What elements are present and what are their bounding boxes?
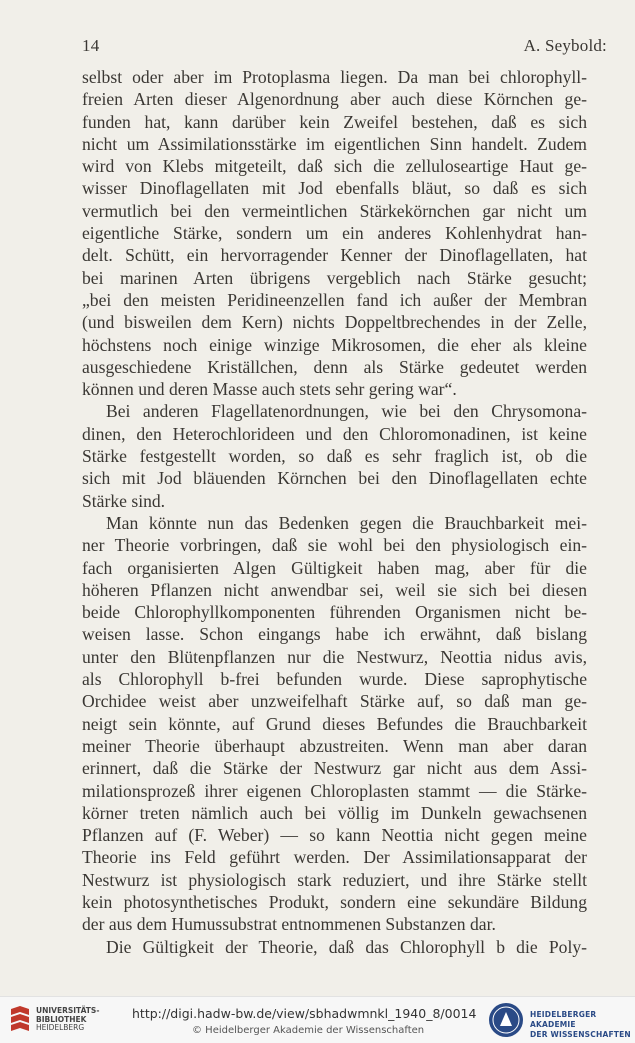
page-header: [82, 36, 607, 60]
text-line: kein photosynthetisches Produkt, sondern eine sekundäre Bildung: [82, 891, 587, 912]
text-line: Stärke sind.: [82, 490, 166, 511]
text-line: erinnert, daß die Stärke der Nestwurz gar nicht aus dem Assi-: [82, 758, 587, 779]
running-head: A. Seybold:: [523, 36, 607, 55]
text-line: funden hat, kann darüber kein Zweifel bestehen, daß es sich: [82, 111, 587, 132]
text-line: weisen lasse. Schon eingangs habe ich erwähnt, daß bislang: [82, 624, 587, 645]
text-line: unter den Blütenpflanzen nur die Nestwurz, Neottia nidus avis,: [82, 646, 587, 667]
text-line: (und bisweilen dem Kern) nichts Doppeltbrechendes in der Zelle,: [82, 312, 587, 333]
text-line: Nestwurz ist physiologisch stark reduziert, und ihre Stärke stellt: [82, 869, 587, 890]
library-name-line-2: BIBLIOTHEK: [36, 1014, 87, 1024]
page-number: 14: [82, 36, 100, 55]
library-logo-icon: [8, 1005, 32, 1035]
academy-name-line-2: DER WISSENSCHAFTEN: [530, 1030, 631, 1039]
text-line: Pflanzen auf (F. Weber) — so kann Neottia nicht gegen meine: [82, 825, 587, 846]
text-line: höchstens noch einige winzige Mikrosomen, die eher als kleine: [82, 334, 587, 355]
text-line: milationsprozeß ihrer eigenen Chloroplasten stammt — die Stärke-: [82, 780, 587, 801]
text-line: „bei den meisten Peridineenzellen fand ich außer der Membran: [82, 289, 587, 310]
library-name-line-1: UNIVERSITÄTS-: [36, 1006, 100, 1015]
text-line: Theorie ins Feld geführt werden. Der Assimilationsapparat der: [82, 847, 587, 868]
text-line: dinen, den Heterochlorideen und den Chloromonadinen, ist keine: [82, 423, 587, 444]
text-line: wisser Dinoflagellaten mit Jod ebenfalls bläut, so daß es sich: [82, 178, 587, 199]
text-line: Orchidee weist aber unzweifelhaft Stärke auf, so daß man ge-: [82, 691, 587, 712]
academy-name-line-1: HEIDELBERGER AKADEMIE: [530, 1010, 597, 1029]
text-line: können und deren Masse auch stets sehr gering war“.: [82, 379, 457, 400]
text-line: höheren Pflanzen nicht anwendbar sei, weil sie sich bei diesen: [82, 579, 587, 600]
text-line: fach organisierten Algen Gültigkeit haben mag, aber für die: [82, 557, 587, 578]
text-line: der aus dem Humussubstrat entnommenen Substanzen dar.: [82, 914, 496, 935]
body-text: [82, 66, 587, 958]
academy-seal-icon: [488, 1002, 524, 1038]
text-line: wird von Klebs mitgeteilt, daß sich die zelluloseartige Haut ge-: [82, 156, 587, 177]
library-name: [36, 1007, 99, 1033]
text-line: Man könnte nun das Bedenken gegen die Brauchbarkeit mei-: [106, 512, 587, 533]
viewer-footer: [0, 996, 635, 1043]
text-line: sich mit Jod bläuenden Körnchen bei den Dinoflagellaten echte: [82, 468, 587, 489]
text-line: körner treten nämlich auch bei völlig im Dunkeln gewachsenen: [82, 802, 587, 823]
text-line: bei marinen Arten übrigens vergeblich nach Stärke gesucht;: [82, 267, 587, 288]
permalink-url[interactable]: http://digi.hadw-bw.de/view/sbhadwmnkl_1940_8/0014: [132, 1006, 477, 1021]
text-line: selbst oder aber im Protoplasma liegen. Da man bei chlorophyll-: [82, 67, 587, 87]
copyright-notice: © Heidelberger Akademie der Wissenschaften: [192, 1025, 425, 1036]
text-line: Stärke festgestellt worden, so daß es sehr fraglich ist, ob die: [82, 446, 587, 467]
text-line: delt. Schütt, ein hervorragender Kenner der Dinoflagellaten, hat: [82, 245, 587, 266]
academy-name: [530, 1010, 635, 1040]
text-line: freien Arten dieser Algenordnung aber auch diese Körnchen ge-: [82, 89, 587, 110]
text-line: vermutlich bei den vermeintlichen Stärkekörnchen gar nicht um: [82, 200, 587, 221]
text-line: beide Chlorophyllkomponenten führenden Organismen nicht be-: [82, 602, 587, 623]
text-line: ner Theorie vorbringen, daß sie wohl bei den physiologisch ein-: [82, 535, 587, 556]
text-line: meiner Theorie überhaupt abzustreiten. Wenn man aber daran: [82, 735, 587, 756]
text-line: eigentliche Stärke, sondern um ein anderes Kohlenhydrat han-: [82, 223, 587, 244]
text-line: ausgeschiedene Kriställchen, denn als Stärke gedeutet werden: [82, 356, 587, 377]
text-line: als Chlorophyll b-frei befunden wurde. Diese saprophytische: [82, 669, 587, 690]
text-line: neigt sein könnte, auf Grund dieses Befundes die Brauchbarkeit: [82, 713, 587, 734]
text-line: nicht um Assimilationsstärke im eigentlichen Sinn handelt. Zudem: [82, 133, 587, 154]
text-line: Bei anderen Flagellatenordnungen, wie bei den Chrysomona-: [106, 401, 587, 422]
text-line: Die Gültigkeit der Theorie, daß das Chlorophyll b die Poly-: [106, 936, 587, 957]
library-name-line-3: HEIDELBERG: [36, 1023, 85, 1032]
